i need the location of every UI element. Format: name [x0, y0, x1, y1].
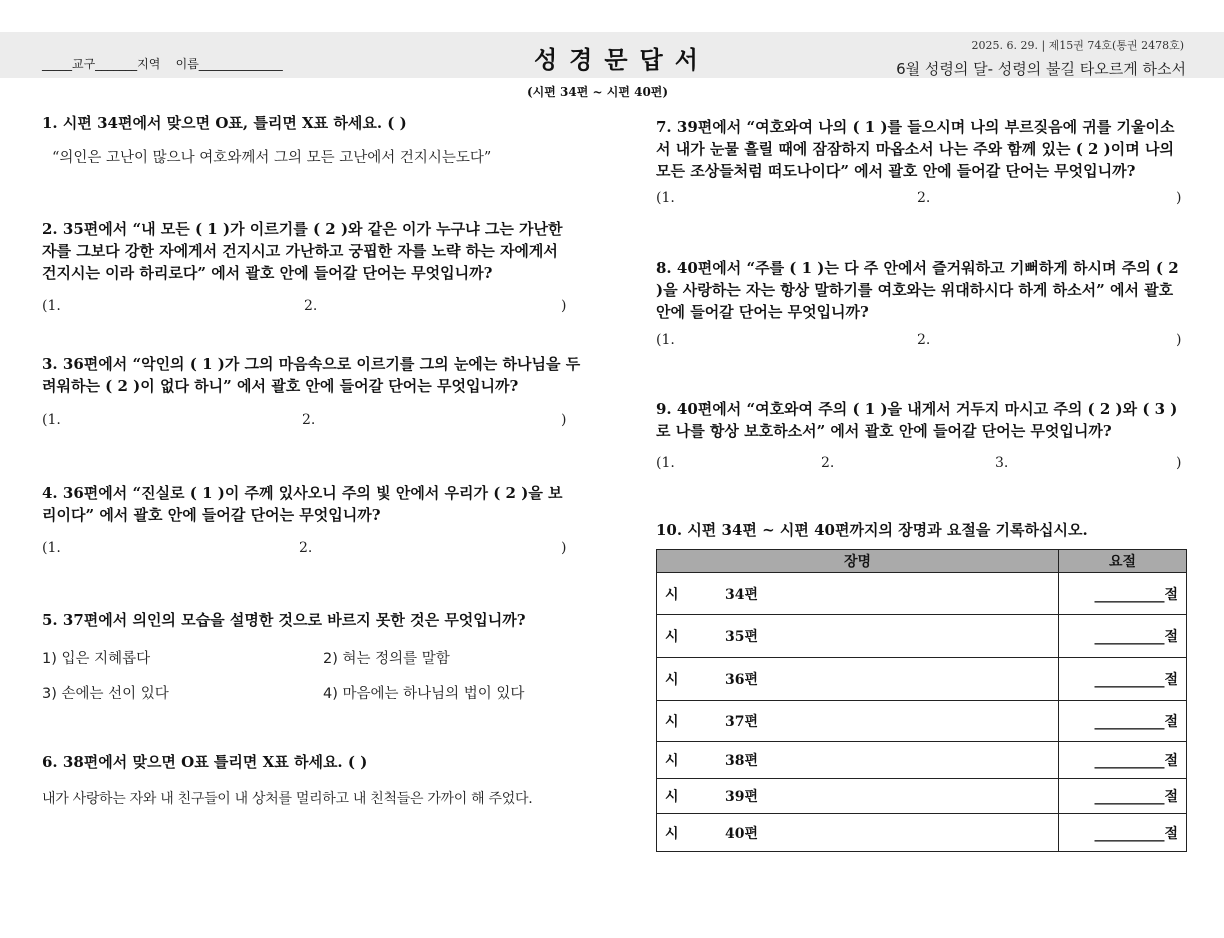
- row-book: 시: [665, 753, 679, 769]
- row-chapter: 36편: [725, 672, 759, 688]
- q7-answer-2[interactable]: 2.: [917, 190, 931, 206]
- q2-answer-1[interactable]: (1.: [42, 298, 61, 314]
- q9-answer-1[interactable]: (1.: [656, 455, 675, 471]
- q4-answer-2[interactable]: 2.: [299, 540, 313, 556]
- table-row: [657, 615, 1187, 658]
- question-9: 9. 40편에서 “여호와여 주의 ( 1 )을 내게서 거두지 마시고 주의 ( 2 )와 ( 3 )로 나를 항상 보호하소서” 에서 괄호 안에 들어갈 단어는 무엇입니까?: [656, 400, 1178, 440]
- q4-close: ): [561, 540, 567, 556]
- row-book: 시: [665, 825, 679, 842]
- question-7: 7. 39편에서 “여호와여 나의 ( 1 )를 들으시며 나의 부르짖음에 귀를 기울이소서 내가 눈물 흘릴 때에 잠잠하지 마옵소서 나는 주와 함께 있는 ( 2 )이며 나의 모든 조상들처럼 떠도나이다” 에서 괄호 안에 들어갈 단어는 무엇입니까?: [656, 118, 1175, 180]
- question-2: 2. 35편에서 “내 모든 ( 1 )가 이르기를 ( 2 )와 같은 이가 누구냐 그는 가난한 자를 그보다 강한 자에게서 건지시고 가난하고 궁핍한 자를 노략 하는 자에게서 건지시는 이라 하리로다” 에서 괄호 안에 들어갈 단어는 무엇입니까?: [42, 220, 563, 282]
- q3-answer-2[interactable]: 2.: [302, 412, 316, 428]
- question-3: 3. 36편에서 “악인의 ( 1 )가 그의 마음속으로 이르기를 그의 눈에는 하나님을 두려워하는 ( 2 )이 없다 하니” 에서 괄호 안에 들어갈 단어는 무엇입니까?: [42, 355, 581, 395]
- row-verse-blank[interactable]: __________절: [1059, 573, 1187, 615]
- row-verse-blank[interactable]: __________절: [1059, 742, 1187, 779]
- question-1-quote: “의인은 고난이 많으나 여호와께서 그의 모든 고난에서 건지시는도다”: [52, 150, 492, 166]
- q3-answer-1[interactable]: (1.: [42, 412, 61, 428]
- q2-answer-2[interactable]: 2.: [304, 298, 318, 314]
- table-row: [657, 701, 1187, 742]
- row-chapter: 38편: [725, 753, 759, 769]
- row-verse-blank[interactable]: __________절: [1059, 658, 1187, 701]
- table-row: [657, 658, 1187, 701]
- q8-answer-1[interactable]: (1.: [656, 332, 675, 348]
- chapter-verse-table: [656, 549, 1187, 852]
- table-row: [657, 742, 1187, 779]
- q5-option-1[interactable]: 1) 입은 지혜롭다: [42, 651, 151, 667]
- row-chapter: 39편: [725, 789, 759, 805]
- question-6: 6. 38편에서 맞으면 O표 틀리면 X표 하세요. ( ): [42, 753, 368, 771]
- q9-answer-2[interactable]: 2.: [821, 455, 835, 471]
- header-chapter-name: 장명: [657, 550, 1059, 573]
- row-chapter: 34편: [725, 586, 759, 603]
- table-row: [657, 779, 1187, 814]
- question-8: 8. 40편에서 “주를 ( 1 )는 다 주 안에서 즐거워하고 기뻐하게 하시며 주의 ( 2 )을 사랑하는 자는 항상 말하기를 여호와는 위대하시다 하게 하소서” 에서 괄호 안에 들어갈 단어는 무엇입니까?: [656, 259, 1179, 321]
- q5-option-3[interactable]: 3) 손에는 선이 있다: [42, 686, 169, 702]
- row-chapter: 40편: [725, 825, 759, 842]
- row-book: 시: [665, 586, 679, 603]
- row-verse-blank[interactable]: __________절: [1059, 814, 1187, 852]
- q7-close: ): [1176, 190, 1182, 206]
- q5-option-2[interactable]: 2) 혀는 정의를 말함: [323, 651, 450, 667]
- q8-answer-2[interactable]: 2.: [917, 332, 931, 348]
- row-chapter: 35편: [725, 629, 759, 645]
- q4-answer-1[interactable]: (1.: [42, 540, 61, 556]
- row-verse-blank[interactable]: __________절: [1059, 615, 1187, 658]
- name-fill-line[interactable]: _____교구_______지역 이름______________: [42, 57, 283, 71]
- q5-option-4[interactable]: 4) 마음에는 하나님의 법이 있다: [323, 686, 525, 702]
- question-10: 10. 시편 34편 ~ 시편 40편까지의 장명과 요절을 기록하십시오.: [656, 521, 1088, 539]
- question-6-statement: 내가 사랑하는 자와 내 친구들이 내 상처를 멀리하고 내 친척들은 가까이 해 주었다.: [42, 791, 533, 807]
- scripture-range: (시편 34편 ~ 시편 40편): [527, 85, 669, 99]
- row-chapter: 37편: [725, 714, 759, 730]
- page-title: 성경문답서: [534, 45, 710, 74]
- q3-close: ): [561, 412, 567, 428]
- q8-close: ): [1176, 332, 1182, 348]
- row-verse-blank[interactable]: __________절: [1059, 779, 1187, 814]
- q9-answer-3[interactable]: 3.: [995, 455, 1009, 471]
- question-4: 4. 36편에서 “진실로 ( 1 )이 주께 있사오니 주의 빛 안에서 우리가 ( 2 )을 보리이다” 에서 괄호 안에 들어갈 단어는 무엇입니까?: [42, 484, 563, 524]
- table-header-row: [657, 550, 1187, 573]
- header-key-verse: 요절: [1059, 550, 1187, 573]
- question-5: 5. 37편에서 의인의 모습을 설명한 것으로 바르지 못한 것은 무엇입니까?: [42, 611, 526, 629]
- row-book: 시: [665, 789, 679, 805]
- q7-answer-1[interactable]: (1.: [656, 190, 675, 206]
- issue-date: 2025. 6. 29. | 제15권 74호(통권 2478호): [971, 39, 1184, 52]
- q2-close: ): [561, 298, 567, 314]
- row-book: 시: [665, 672, 679, 688]
- question-1: 1. 시편 34편에서 맞으면 O표, 틀리면 X표 하세요. ( ): [42, 114, 407, 132]
- row-book: 시: [665, 714, 679, 730]
- table-row: [657, 573, 1187, 615]
- table-row: [657, 814, 1187, 852]
- q9-close: ): [1176, 455, 1182, 471]
- month-theme: 6월 성령의 달- 성령의 불길 타오르게 하소서: [896, 60, 1186, 78]
- row-book: 시: [665, 629, 679, 645]
- row-verse-blank[interactable]: __________절: [1059, 701, 1187, 742]
